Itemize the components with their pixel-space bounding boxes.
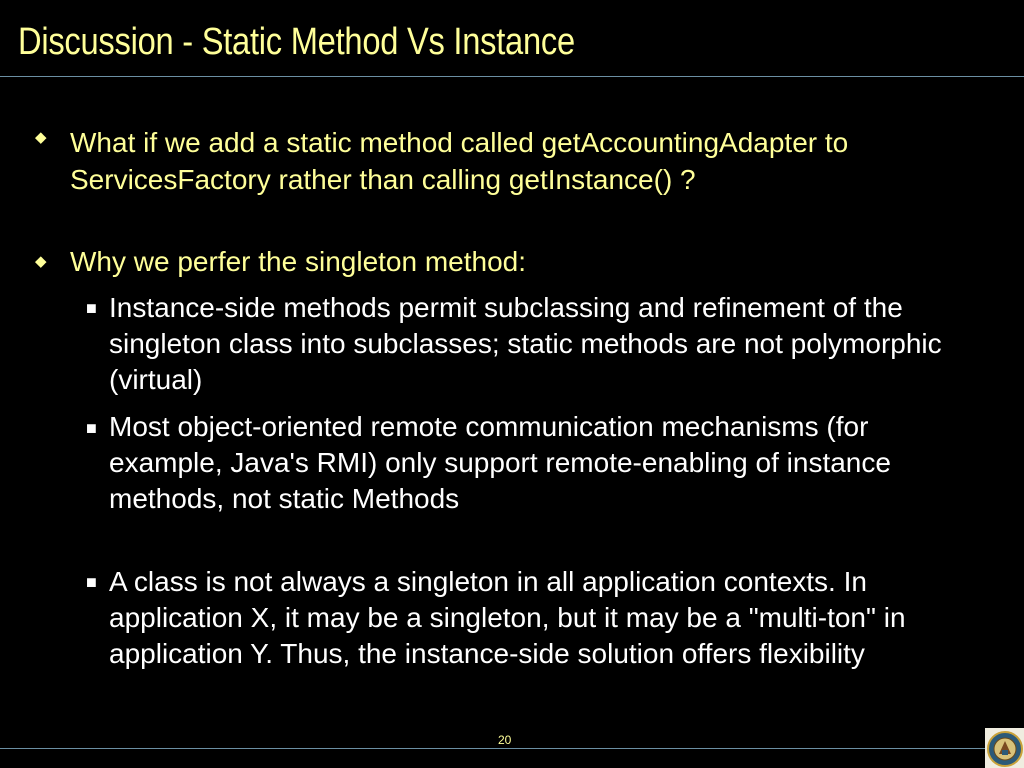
university-seal-icon	[985, 728, 1024, 768]
slide-title: Discussion - Static Method Vs Instance	[18, 21, 575, 63]
footer-divider	[0, 748, 985, 749]
title-divider	[0, 76, 1024, 77]
square-bullet-icon: ■	[86, 572, 97, 592]
diamond-bullet-icon: ◆	[35, 253, 47, 270]
sub-bullet-text: A class is not always a singleton in all application contexts. In application X, it may be a singleton, but it may be a "multi-ton" in application Y. Thus, the instance-side solution offers flexibility	[109, 566, 906, 669]
bullet-text: What if we add a static method called getAccountingAdapter to ServicesFactory rather than calling getInstance() ?	[70, 127, 849, 195]
sub-bullet-text: Most object-oriented remote communication mechanisms (for example, Java's RMI) only support remote-enabling of instance methods, not static Methods	[109, 411, 891, 514]
page-number: 20	[498, 733, 512, 747]
sub-bullet-text: Instance-side methods permit subclassing and refinement of the singleton class into subclasses; static methods are not polymorphic (virtual)	[109, 292, 942, 395]
diamond-bullet-icon: ◆	[35, 129, 47, 146]
square-bullet-icon: ■	[86, 418, 97, 438]
square-bullet-icon: ■	[86, 298, 97, 318]
bullet-text: Why we perfer the singleton method:	[70, 246, 527, 277]
